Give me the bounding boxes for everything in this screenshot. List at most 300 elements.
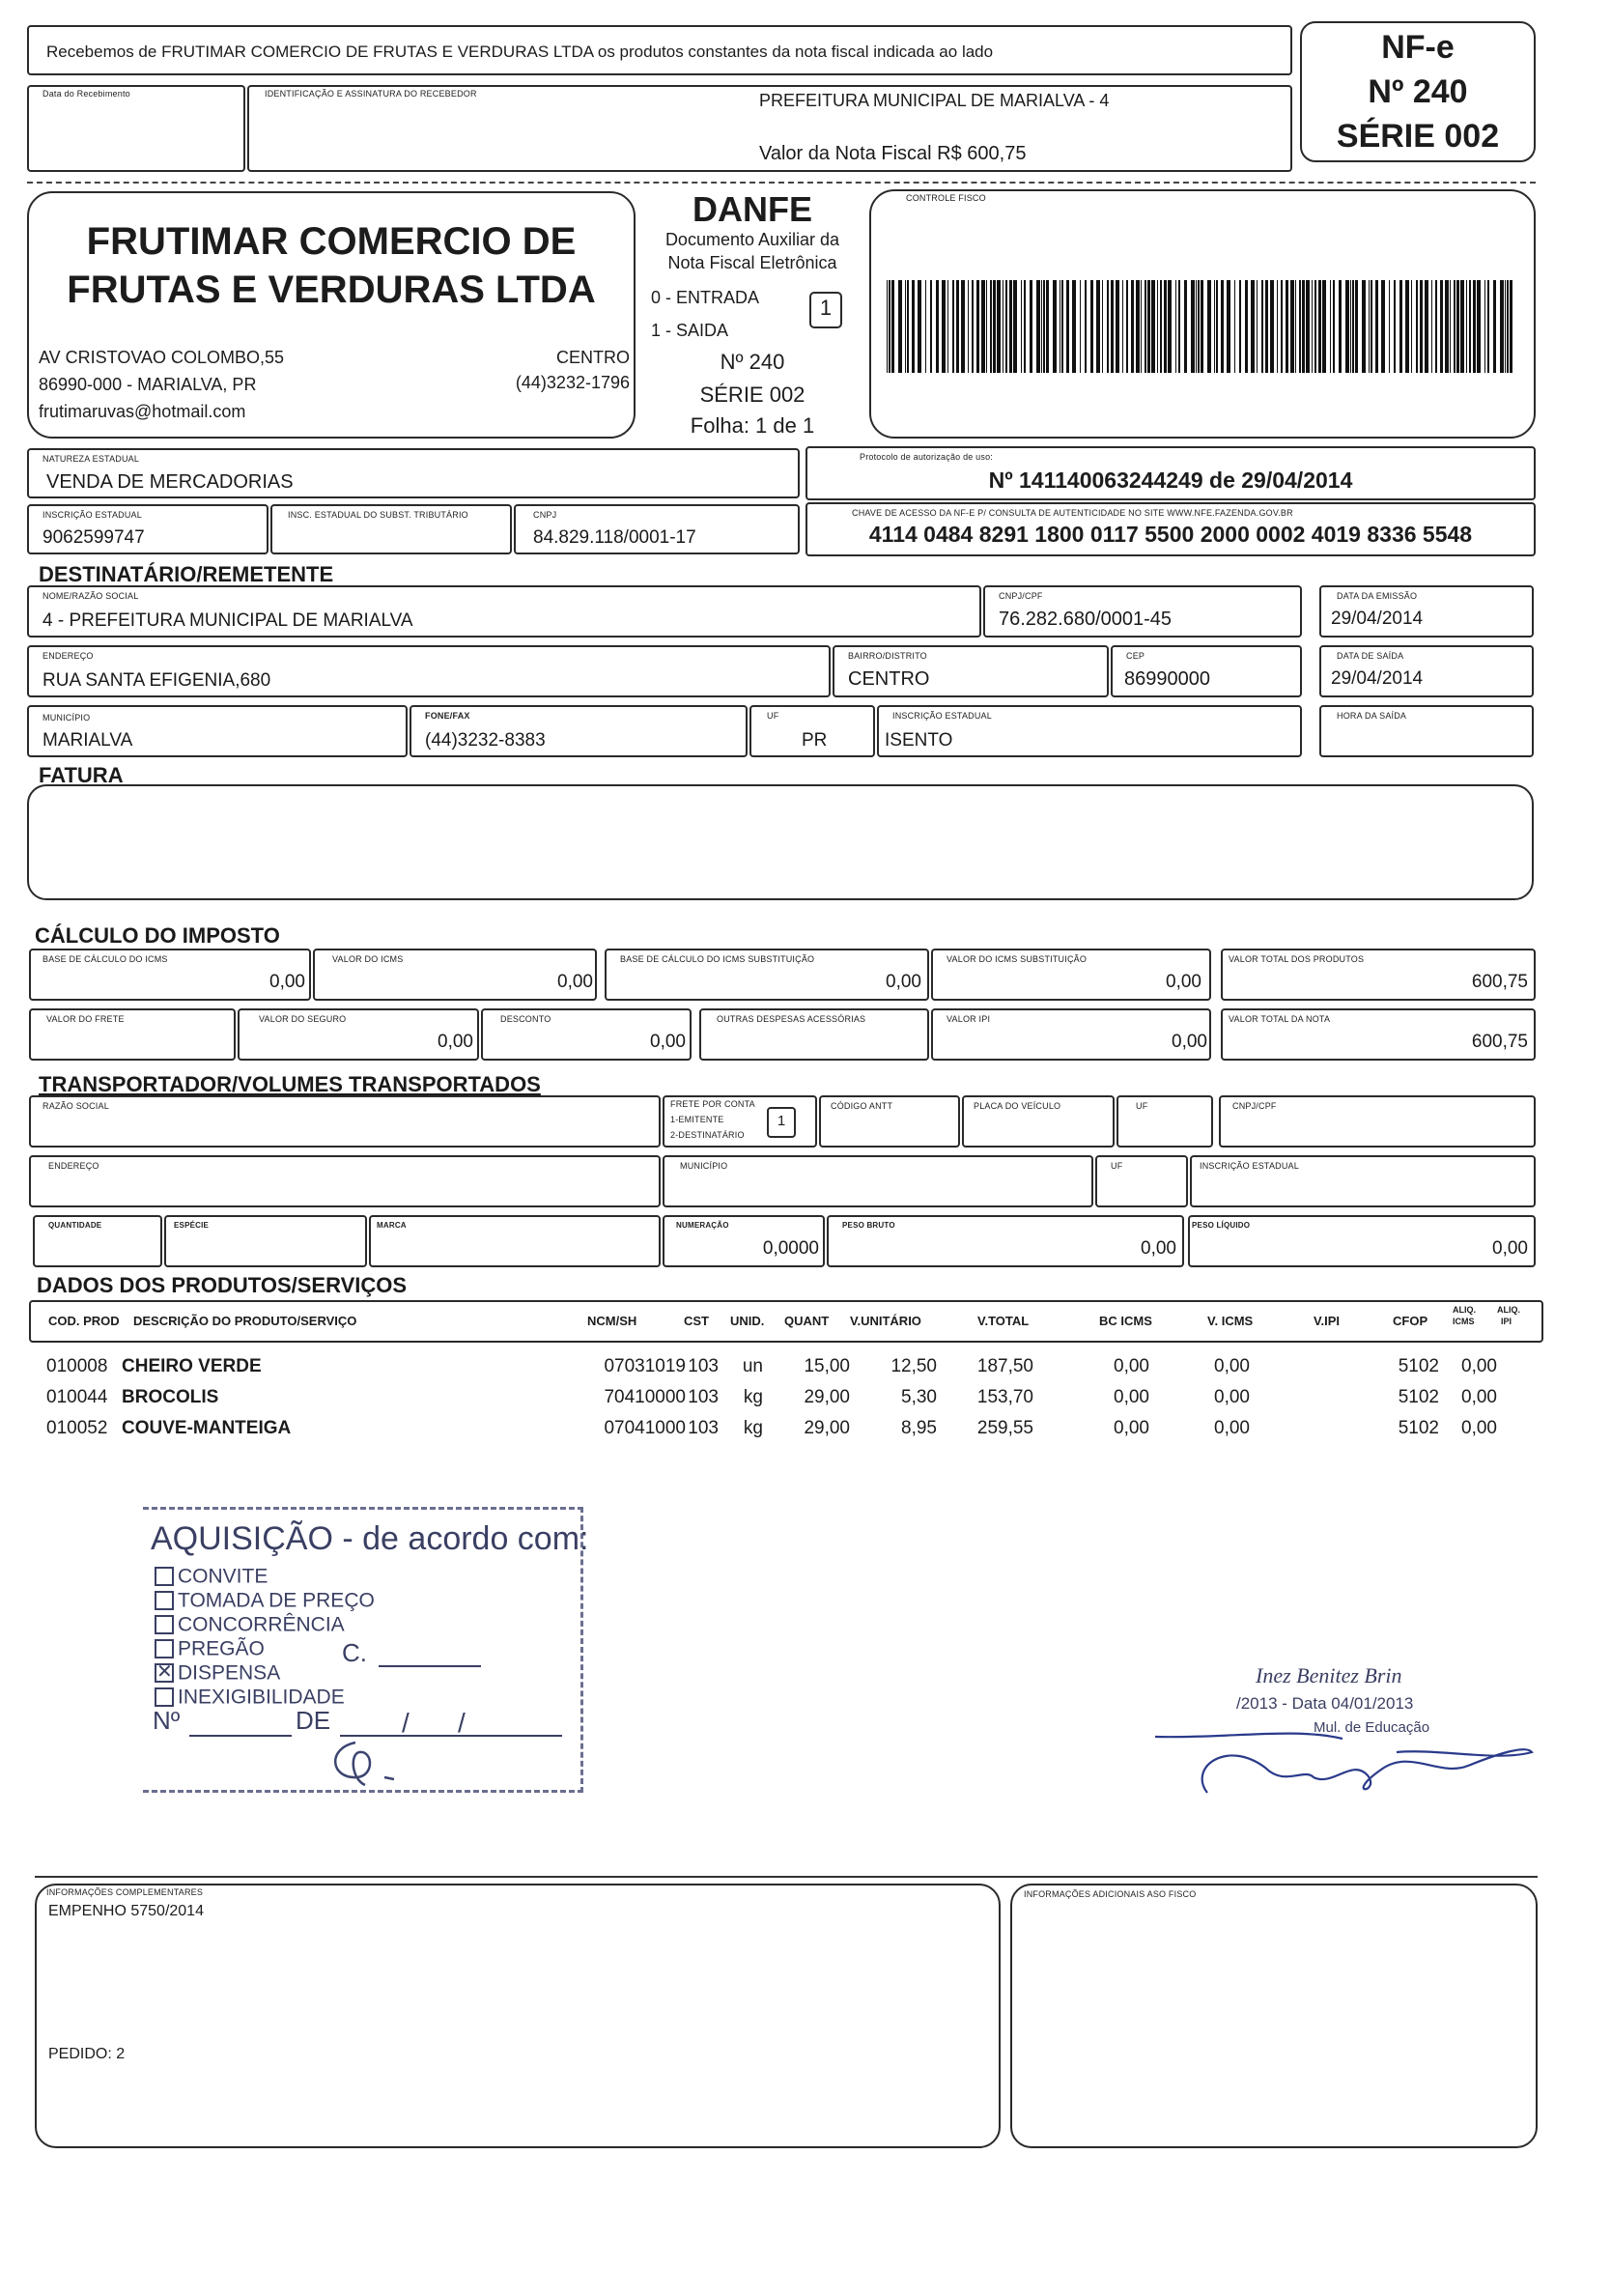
- sig-line2: /2013 - Data 04/01/2013: [1236, 1694, 1414, 1713]
- barcode-bar: [936, 280, 939, 373]
- barcode-bar: [1493, 280, 1496, 373]
- barcode-bar: [1469, 280, 1471, 373]
- barcode-bar: [1009, 280, 1012, 373]
- barcode-bar: [1420, 280, 1423, 373]
- barcode-bar: [1333, 280, 1335, 373]
- checkbox-icon: [155, 1687, 174, 1707]
- cell-cfop: 5102: [1398, 1356, 1439, 1376]
- transp-bruto-label: PESO BRUTO: [842, 1221, 895, 1230]
- barcode-bar: [1151, 280, 1155, 373]
- cell-cod: 010044: [46, 1387, 108, 1407]
- dest-nome: 4 - PREFEITURA MUNICIPAL DE MARIALVA: [42, 610, 413, 631]
- barcode-bar: [1466, 280, 1467, 373]
- barcode-bar: [1157, 280, 1158, 373]
- barcode-bar: [952, 280, 954, 373]
- barcode-bar: [1251, 280, 1255, 373]
- transp-frete-opt1: 1-EMITENTE: [670, 1115, 724, 1124]
- barcode-bar: [1450, 280, 1451, 373]
- emitente-bairro: CENTRO: [556, 348, 630, 367]
- barcode-bar: [1122, 280, 1123, 373]
- barcode-bar: [1302, 280, 1305, 373]
- barcode-bar: [1043, 280, 1045, 373]
- cell-unid: kg: [743, 1387, 763, 1407]
- barcode-bar: [1425, 280, 1428, 373]
- cell-vunit: 5,30: [901, 1387, 937, 1407]
- frete-label: VALOR DO FRETE: [46, 1014, 125, 1024]
- danfe-entrada: 0 - ENTRADA: [651, 288, 760, 307]
- cell-aliq: 0,00: [1461, 1387, 1497, 1407]
- barcode-bar: [1072, 280, 1076, 373]
- stamp-option: [155, 1589, 375, 1612]
- cnpj-label: CNPJ: [533, 510, 557, 520]
- barcode-bar: [1405, 280, 1409, 373]
- barcode-bar: [1216, 280, 1218, 373]
- barcode-bar: [997, 280, 1001, 373]
- cnpj-value: 84.829.118/0001-17: [533, 527, 696, 548]
- barcode-bar: [1339, 280, 1342, 373]
- controle-fisco-label: CONTROLE FISCO: [906, 193, 986, 203]
- table-row: [29, 1354, 1543, 1385]
- stamp-date-slash-1: /: [402, 1708, 410, 1738]
- barcode-bar: [1090, 280, 1093, 373]
- header-aliq-ipi-1: ALIQ.: [1497, 1305, 1520, 1315]
- emitente-cidade: 86990-000 - MARIALVA, PR: [39, 375, 257, 394]
- cell-cod: 010008: [46, 1356, 108, 1376]
- barcode-bar: [1411, 280, 1412, 373]
- barcode-bar: [981, 280, 985, 373]
- barcode-bar: [1221, 280, 1224, 373]
- stamp-option: [155, 1637, 265, 1660]
- ie-label: INSCRIÇÃO ESTADUAL: [42, 510, 142, 520]
- barcode-bar: [1184, 280, 1187, 373]
- checkbox-icon: [155, 1591, 174, 1610]
- dest-nome-label: NOME/RAZÃO SOCIAL: [42, 591, 139, 601]
- transp-cnpj-label: CNPJ/CPF: [1232, 1101, 1277, 1111]
- barcode-bar: [1265, 280, 1268, 373]
- barcode-bar: [1085, 280, 1087, 373]
- barcode-bar: [1046, 280, 1049, 373]
- stamp-options: [155, 1565, 444, 1710]
- cell-vunit: 8,95: [901, 1418, 937, 1438]
- danfe-title: DANFE: [692, 189, 812, 229]
- dest-ie-label: INSCRIÇÃO ESTADUAL: [892, 711, 992, 721]
- barcode-bar: [1454, 280, 1456, 373]
- barcode-bar: [1214, 280, 1215, 373]
- transp-marca-box: [369, 1215, 661, 1267]
- info-fisco-label: INFORMAÇÕES ADICIONAIS ASO FISCO: [1024, 1889, 1197, 1899]
- transp-antt-label: CÓDIGO ANTT: [831, 1101, 893, 1111]
- seguro: 0,00: [438, 1032, 473, 1052]
- cell-aliq: 0,00: [1461, 1356, 1497, 1376]
- barcode-bar: [1116, 280, 1119, 373]
- transp-uf-label: UF: [1136, 1101, 1148, 1111]
- info-empenho: EMPENHO 5750/2014: [48, 1903, 204, 1919]
- transp-mun-label: MUNICÍPIO: [680, 1161, 728, 1171]
- danfe-serie: SÉRIE 002: [699, 383, 806, 407]
- barcode-bar: [976, 280, 979, 373]
- stamp-option: [155, 1661, 280, 1685]
- dest-cep: 86990000: [1124, 668, 1210, 690]
- transp-marca-label: MARCA: [377, 1221, 407, 1230]
- header-cst: CST: [684, 1314, 709, 1328]
- sig-line3: Mul. de Educação: [1314, 1719, 1430, 1736]
- barcode-bar: [1445, 280, 1449, 373]
- stamp-option-label: INEXIGIBILIDADE: [178, 1686, 345, 1709]
- dest-emissao: 29/04/2014: [1331, 609, 1424, 629]
- barcode-bar: [1277, 280, 1278, 373]
- emitente-fone: (44)3232-1796: [515, 373, 630, 392]
- danfe-folha: Folha: 1 de 1: [690, 413, 815, 438]
- barcode-bar: [1107, 280, 1109, 373]
- dest-uf: PR: [802, 730, 828, 751]
- cell-desc: BROCOLIS: [122, 1387, 219, 1407]
- barcode-bar: [1477, 280, 1481, 373]
- cell-bcicms: 0,00: [1114, 1418, 1149, 1438]
- barcode-bar: [1352, 280, 1354, 373]
- barcode-bar: [1131, 280, 1134, 373]
- cell-vtotal: 153,70: [976, 1387, 1033, 1407]
- barcode-bar: [1245, 280, 1248, 373]
- cell-bcicms: 0,00: [1114, 1387, 1149, 1407]
- dest-bairro-label: BAIRRO/DISTRITO: [848, 651, 927, 661]
- barcode-bar: [1270, 280, 1274, 373]
- barcode-bar: [972, 280, 974, 373]
- fatura-box: [27, 784, 1534, 900]
- barcode: [887, 280, 1520, 373]
- barcode-bar: [993, 280, 996, 373]
- protocolo-value: Nº 141140063244249 de 29/04/2014: [988, 468, 1353, 493]
- barcode-bar: [1399, 280, 1402, 373]
- barcode-bar: [1239, 280, 1241, 373]
- barcode-bar: [1281, 280, 1283, 373]
- barcode-bar: [1484, 280, 1485, 373]
- barcode-bar: [898, 280, 902, 373]
- barcode-bar: [1456, 280, 1459, 373]
- checkbox-icon: [155, 1639, 174, 1658]
- barcode-bar: [912, 280, 915, 373]
- dest-cep-label: CEP: [1126, 651, 1145, 661]
- transp-num: 0,0000: [762, 1238, 819, 1259]
- stamp-c-label: C.: [342, 1638, 367, 1667]
- barcode-bar: [1168, 280, 1172, 373]
- valor-icms-label: VALOR DO ICMS: [332, 954, 404, 964]
- barcode-bar: [1487, 280, 1489, 373]
- transp-especie-label: ESPÉCIE: [174, 1221, 210, 1230]
- nfe-numero: Nº 240: [1368, 73, 1468, 110]
- stamp-c-line: [379, 1665, 481, 1667]
- barcode-bar: [1299, 280, 1301, 373]
- dest-end-label: ENDEREÇO: [42, 651, 94, 661]
- stamp-initials: [317, 1735, 404, 1793]
- valor-icms: 0,00: [557, 972, 593, 992]
- header-aliq-ipi-2: IPI: [1501, 1317, 1512, 1326]
- transp-frete-val: 1: [777, 1113, 786, 1129]
- barcode-bar: [1145, 280, 1146, 373]
- barcode-bar: [1198, 280, 1200, 373]
- chave-label: CHAVE DE ACESSO DA NF-E P/ CONSULTA DE AUTENTICIDADE NO SITE WWW.NFE.FAZENDA.GOV.BR: [852, 508, 1293, 518]
- dest-mun-label: MUNICÍPIO: [42, 713, 91, 723]
- base-icms: 0,00: [269, 972, 305, 992]
- table-row: [29, 1385, 1543, 1416]
- dest-uf-label: UF: [767, 711, 779, 721]
- header-vipi: V.IPI: [1314, 1314, 1340, 1328]
- emitente-name-1: FRUTIMAR COMERCIO DE: [86, 220, 577, 263]
- barcode-bar: [891, 280, 894, 373]
- barcode-bar: [1314, 280, 1316, 373]
- ie-st-label: INSC. ESTADUAL DO SUBST. TRIBUTÁRIO: [288, 510, 468, 520]
- cell-vtotal: 187,50: [976, 1356, 1033, 1376]
- cell-vicms: 0,00: [1214, 1418, 1250, 1438]
- barcode-bar: [1080, 280, 1081, 373]
- barcode-bar: [1013, 280, 1017, 373]
- table-row: [29, 1416, 1543, 1447]
- cell-desc: COUVE-MANTEIGA: [122, 1418, 292, 1438]
- cut-line: [27, 182, 1536, 184]
- barcode-bar: [1227, 280, 1230, 373]
- cell-cfop: 5102: [1398, 1418, 1439, 1438]
- barcode-bar: [1389, 280, 1390, 373]
- barcode-bar: [889, 280, 890, 373]
- cell-unid: un: [742, 1356, 763, 1376]
- base-icms-label: BASE DE CÁLCULO DO ICMS: [42, 954, 168, 964]
- barcode-bar: [961, 280, 965, 373]
- canhoto-valor: Valor da Nota Fiscal R$ 600,75: [759, 143, 1027, 164]
- barcode-bar: [1041, 280, 1042, 373]
- barcode-bar: [1500, 280, 1504, 373]
- barcode-bar: [1096, 280, 1100, 373]
- barcode-bar: [1178, 280, 1180, 373]
- barcode-bar: [1261, 280, 1263, 373]
- cell-vicms: 0,00: [1214, 1356, 1250, 1376]
- barcode-bar: [1164, 280, 1167, 373]
- natureza-label: NATUREZA ESTADUAL: [42, 454, 140, 464]
- barcode-bar: [1141, 280, 1142, 373]
- cell-quant: 29,00: [804, 1387, 850, 1407]
- barcode-bar: [1355, 280, 1358, 373]
- canhoto-dest: PREFEITURA MUNICIPAL DE MARIALVA - 4: [759, 91, 1110, 110]
- barcode-bar: [1371, 280, 1372, 373]
- cell-ncm: 70410000: [604, 1387, 686, 1407]
- barcode-bar: [1005, 280, 1007, 373]
- fatura-title: FATURA: [39, 763, 124, 787]
- barcode-bar: [1111, 280, 1114, 373]
- transp-liquido: 0,00: [1492, 1238, 1528, 1259]
- signature-scribble: [1149, 1700, 1536, 1806]
- outras-label: OUTRAS DESPESAS ACESSÓRIAS: [717, 1014, 866, 1024]
- barcode-bar: [1460, 280, 1464, 373]
- barcode-bar: [1318, 280, 1321, 373]
- barcode-bar: [925, 280, 926, 373]
- barcode-bar: [1350, 280, 1351, 373]
- header-ncm: NCM/SH: [587, 1314, 637, 1328]
- barcode-bar: [887, 280, 888, 373]
- desconto: 0,00: [650, 1032, 686, 1052]
- header-aliq-icms-1: ALIQ.: [1453, 1305, 1476, 1315]
- header-desc: DESCRIÇÃO DO PRODUTO/SERVIÇO: [133, 1314, 357, 1328]
- header-vunit: V.UNITÁRIO: [850, 1314, 921, 1328]
- canhoto-data-label: Data do Recebimento: [42, 89, 130, 99]
- barcode-bar: [1394, 280, 1396, 373]
- dest-saida: 29/04/2014: [1331, 668, 1424, 689]
- dest-saida-label: DATA DE SAÍDA: [1337, 651, 1404, 661]
- dest-endereco: RUA SANTA EFIGENIA,680: [42, 670, 271, 691]
- transp-uf2-box: [1095, 1155, 1188, 1207]
- ipi-label: VALOR IPI: [947, 1014, 991, 1024]
- emitente-email: frutimaruvas@hotmail.com: [39, 402, 246, 421]
- barcode-bar: [1312, 280, 1313, 373]
- info-comp-label: INFORMAÇÕES COMPLEMENTARES: [46, 1887, 204, 1897]
- barcode-bar: [1505, 280, 1506, 373]
- ie-value: 9062599747: [42, 527, 145, 548]
- barcode-bar: [1295, 280, 1296, 373]
- info-fisco-box: [1010, 1884, 1538, 2148]
- dest-cnpj-label: CNPJ/CPF: [999, 591, 1043, 601]
- barcode-bar: [930, 280, 932, 373]
- transp-ie-label: INSCRIÇÃO ESTADUAL: [1200, 1161, 1299, 1171]
- barcode-bar: [1416, 280, 1418, 373]
- transp-end-label: ENDEREÇO: [48, 1161, 99, 1171]
- dest-municipio: MARIALVA: [42, 730, 133, 751]
- emitente-name-2: FRUTAS E VERDURAS LTDA: [67, 269, 596, 311]
- barcode-bar: [905, 280, 906, 373]
- base-st: 0,00: [886, 972, 921, 992]
- cell-vtotal: 259,55: [976, 1418, 1033, 1438]
- dest-bairro: CENTRO: [848, 668, 930, 690]
- stamp-option-label: CONVITE: [178, 1565, 268, 1588]
- danfe-numero: Nº 240: [720, 350, 785, 374]
- transp-bruto: 0,00: [1141, 1238, 1176, 1259]
- barcode-bar: [1175, 280, 1176, 373]
- barcode-bar: [1234, 280, 1235, 373]
- barcode-bar: [942, 280, 946, 373]
- transp-razao-label: RAZÃO SOCIAL: [42, 1101, 109, 1111]
- barcode-bar: [1473, 280, 1476, 373]
- info-comp-box: [35, 1884, 1001, 2148]
- header-cod: COD. PROD: [48, 1314, 120, 1328]
- barcode-bar: [1196, 280, 1197, 373]
- barcode-bar: [1330, 280, 1331, 373]
- produtos-list: [29, 1354, 1543, 1451]
- cell-cst: 103: [688, 1418, 719, 1438]
- natureza-value: VENDA DE MERCADORIAS: [46, 471, 294, 493]
- transportador-title: TRANSPORTADOR/VOLUMES TRANSPORTADOS: [39, 1072, 541, 1096]
- protocolo-label: Protocolo de autorização de uso:: [860, 452, 993, 462]
- stamp-option-label: PREGÃO: [178, 1637, 265, 1660]
- barcode-bar: [1147, 280, 1150, 373]
- cell-cod: 010052: [46, 1418, 108, 1438]
- header-vtotal: V.TOTAL: [977, 1314, 1030, 1328]
- stamp-num-line: [189, 1735, 292, 1737]
- cell-quant: 29,00: [804, 1418, 850, 1438]
- transp-liquido-label: PESO LÍQUIDO: [1192, 1221, 1251, 1230]
- stamp-de: DE: [296, 1706, 331, 1735]
- total-prod-label: VALOR TOTAL DOS PRODUTOS: [1229, 954, 1365, 964]
- nfe-title: NF-e: [1381, 29, 1455, 66]
- barcode-bar: [1381, 280, 1385, 373]
- barcode-bar: [1126, 280, 1128, 373]
- header-vicms: V. ICMS: [1207, 1314, 1254, 1328]
- transp-uf2-label: UF: [1111, 1161, 1123, 1171]
- cell-desc: CHEIRO VERDE: [122, 1356, 262, 1376]
- base-st-label: BASE DE CÁLCULO DO ICMS SUBSTITUIÇÃO: [620, 954, 815, 964]
- barcode-bar: [1440, 280, 1443, 373]
- barcode-bar: [1160, 280, 1162, 373]
- destinatario-title: DESTINATÁRIO/REMETENTE: [39, 562, 334, 586]
- barcode-bar: [1066, 280, 1069, 373]
- cell-vicms: 0,00: [1214, 1387, 1250, 1407]
- barcode-bar: [1375, 280, 1378, 373]
- info-divider: [35, 1876, 1538, 1878]
- danfe-saida: 1 - SAIDA: [651, 321, 729, 340]
- dest-cnpj: 76.282.680/0001-45: [999, 609, 1173, 630]
- cell-unid: kg: [743, 1418, 763, 1438]
- transp-frete-label: FRETE POR CONTA: [670, 1099, 755, 1109]
- dest-hora-label: HORA DA SAÍDA: [1337, 711, 1407, 721]
- cell-vunit: 12,50: [890, 1356, 937, 1376]
- transp-qtd-label: QUANTIDADE: [48, 1221, 102, 1230]
- barcode-bar: [1257, 280, 1258, 373]
- checked-box-icon: ✕: [156, 1661, 173, 1684]
- transp-razao-box: [29, 1095, 661, 1148]
- barcode-bar: [1102, 280, 1103, 373]
- canhoto-ident-label: IDENTIFICAÇÃO E ASSINATURA DO RECEBEDOR: [265, 89, 477, 99]
- danfe-sub1: Documento Auxiliar da: [664, 230, 840, 249]
- barcode-bar: [1431, 280, 1432, 373]
- produtos-header: [29, 1305, 1543, 1333]
- transp-placa-label: PLACA DO VEÍCULO: [974, 1101, 1061, 1111]
- seguro-label: VALOR DO SEGURO: [259, 1014, 347, 1024]
- barcode-bar: [956, 280, 959, 373]
- barcode-bar: [1053, 280, 1057, 373]
- info-pedido: PEDIDO: 2: [48, 2046, 126, 2062]
- barcode-bar: [1136, 280, 1140, 373]
- danfe-sub2: Nota Fiscal Eletrônica: [667, 253, 837, 272]
- barcode-bar: [1207, 280, 1211, 373]
- sig-line1: Inez Benitez Brin: [1256, 1663, 1402, 1687]
- total-nota: 600,75: [1471, 1032, 1528, 1052]
- emitente-endereco: AV CRISTOVAO COLOMBO,55: [39, 348, 285, 367]
- total-nota-label: VALOR TOTAL DA NOTA: [1229, 1014, 1331, 1024]
- valor-st-label: VALOR DO ICMS SUBSTITUIÇÃO: [947, 954, 1088, 964]
- stamp-date-slash-2: /: [458, 1708, 466, 1738]
- cell-quant: 15,00: [804, 1356, 850, 1376]
- cell-ncm: 07031019: [604, 1356, 686, 1376]
- nfe-serie: SÉRIE 002: [1336, 118, 1500, 155]
- barcode-bar: [918, 280, 921, 373]
- cell-cst: 103: [688, 1356, 719, 1376]
- header-quant: QUANT: [784, 1314, 830, 1328]
- header-bcicms: BC ICMS: [1099, 1314, 1152, 1328]
- checkbox-icon: [155, 1615, 174, 1634]
- stamp-option-label: TOMADA DE PREÇO: [178, 1589, 375, 1612]
- transp-num-label: NUMERAÇÃO: [676, 1221, 729, 1230]
- ipi: 0,00: [1172, 1032, 1207, 1052]
- cell-cfop: 5102: [1398, 1387, 1439, 1407]
- barcode-bar: [1345, 280, 1349, 373]
- danfe-tipo: 1: [819, 296, 833, 320]
- barcode-bar: [1061, 280, 1063, 373]
- cell-ncm: 07041000: [604, 1418, 686, 1438]
- total-prod: 600,75: [1471, 972, 1528, 992]
- barcode-bar: [1290, 280, 1294, 373]
- barcode-bar: [1201, 280, 1203, 373]
- barcode-bar: [1191, 280, 1195, 373]
- imposto-title: CÁLCULO DO IMPOSTO: [35, 923, 280, 948]
- canhoto-text: Recebemos de FRUTIMAR COMERCIO DE FRUTAS E VERDURAS LTDA os produtos constantes da nota fiscal indicada ao lado: [46, 43, 994, 61]
- produtos-title: DADOS DOS PRODUTOS/SERVIÇOS: [37, 1273, 408, 1297]
- stamp-numero: Nº: [153, 1706, 181, 1735]
- chave-value: 4114 0484 8291 1800 0117 5500 2000 0002 4019 8336 5548: [868, 522, 1473, 547]
